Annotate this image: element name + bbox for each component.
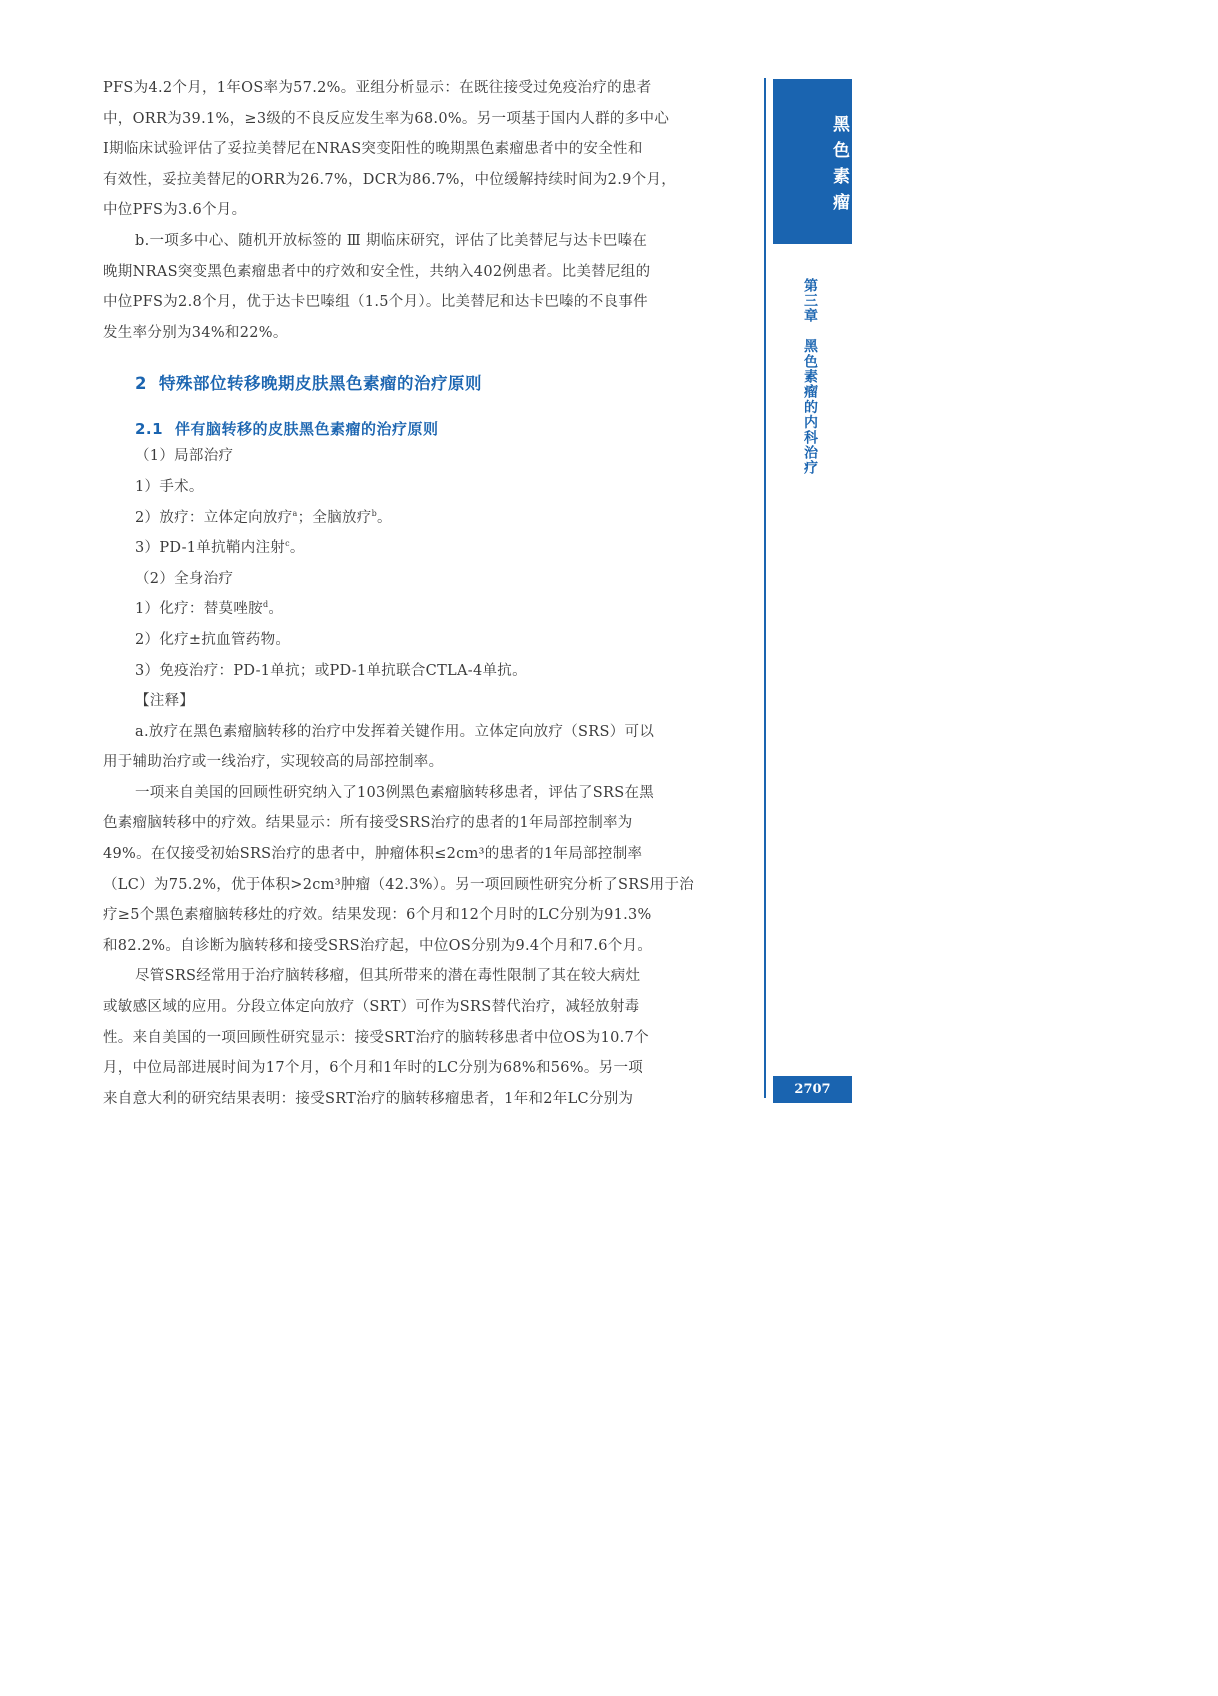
list-item: （1）局部治疗 [135, 448, 234, 465]
section-number: 2 [135, 374, 147, 394]
list-item: （2）全身治疗 [135, 570, 234, 587]
list-item: 3）PD-1单抗鞘内注射$^c$。 [135, 539, 305, 557]
text-line: Ⅰ期临床试验评估了妥拉美替尼在NRAS突变阳性的晚期黑色素瘤患者中的安全性和 [103, 141, 643, 158]
text-line: 来自意大利的研究结果表明：接受SRT治疗的脑转移瘤患者，1年和2年LC分别为 [103, 1090, 634, 1107]
side-tab-label: 黑 色 素 瘤 [829, 115, 849, 219]
paragraph-pfs-results [103, 73, 713, 226]
text-line: 中位PFS为3.6个月。 [103, 202, 247, 219]
list-item: 3）免疫治疗：PD-1单抗；或PD-1单抗联合CTLA-4单抗。 [135, 662, 527, 679]
side-tab-melanoma [773, 79, 852, 244]
text-line: （LC）为75.2%，优于体积>2cm³肿瘤（42.3%）。另一项回顾性研究分析了SRS用于治 [103, 876, 695, 893]
list-item: 1）化疗：替莫唑胺$^d$。 [135, 600, 284, 618]
text-line: 和82.2%。自诊断为脑转移和接受SRS治疗起，中位OS分别为9.4个月和7.6个月。 [103, 937, 653, 954]
section-heading-2-1 [103, 418, 713, 439]
section-number: 2.1 [135, 420, 164, 439]
treatment-list [103, 441, 713, 716]
text-line: 色素瘤脑转移中的疗效。结果显示：所有接受SRS治疗的患者的1年局部控制率为 [103, 815, 633, 832]
section-heading-2 [103, 370, 713, 394]
list-item: 2）放疗：立体定向放疗$^a$；全脑放疗$^b$。 [135, 508, 392, 526]
text-line: 用于辅助治疗或一线治疗，实现较高的局部控制率。 [103, 754, 444, 771]
chapter-label: 第三章 黑色素瘤的内科治疗 [802, 278, 818, 476]
text-line: 月，中位局部进展时间为17个月，6个月和1年时的LC分别为68%和56%。另一项 [103, 1060, 644, 1077]
paragraph-binimetinib-trial [103, 226, 713, 348]
text-line: 晚期NRAS突变黑色素瘤患者中的疗效和安全性，共纳入402例患者。比美替尼组的 [103, 263, 651, 280]
paragraph-radiotherapy-note [103, 717, 713, 778]
paragraph-srs-study [103, 778, 713, 962]
paragraph-srt-study [103, 961, 713, 1114]
main-text-column [103, 73, 713, 1114]
section-title: 伴有脑转移的皮肤黑色素瘤的治疗原则 [175, 420, 439, 439]
list-item: 2）化疗±抗血管药物。 [135, 631, 291, 648]
text-line: 尽管SRS经常用于治疗脑转移瘤，但其所带来的潜在毒性限制了其在较大病灶 [135, 968, 641, 985]
notes-heading: 【注释】 [135, 693, 195, 710]
text-line: 中，ORR为39.1%，≥3级的不良反应发生率为68.0%。另一项基于国内人群的多中心 [103, 110, 670, 127]
list-item: 1）手术。 [135, 478, 204, 495]
margin-divider-line [764, 78, 766, 1098]
section-title: 特殊部位转移晚期皮肤黑色素瘤的治疗原则 [159, 374, 482, 394]
text-line: 发生率分别为34%和22%。 [103, 324, 288, 341]
text-line: 中位PFS为2.8个月，优于达卡巴嗪组（1.5个月）。比美替尼和达卡巴嗪的不良事件 [103, 294, 648, 311]
text-line: PFS为4.2个月，1年OS率为57.2%。亚组分析显示：在既往接受过免疫治疗的患者 [103, 80, 652, 96]
text-line: 性。来自美国的一项回顾性研究显示：接受SRT治疗的脑转移患者中位OS为10.7个 [103, 1029, 649, 1046]
text-line: 49%。在仅接受初始SRS治疗的患者中，肿瘤体积≤2cm³的患者的1年局部控制率 [103, 846, 643, 863]
text-line: a.放疗在黑色素瘤脑转移的治疗中发挥着关键作用。立体定向放疗（SRS）可以 [135, 723, 655, 740]
page-number: 2707 [773, 1076, 852, 1103]
text-line: 或敏感区域的应用。分段立体定向放疗（SRT）可作为SRS替代治疗，减轻放射毒 [103, 999, 640, 1016]
text-line: b.一项多中心、随机开放标签的 Ⅲ 期临床研究，评估了比美替尼与达卡巴嗪在 [135, 232, 648, 249]
text-line: 疗≥5个黑色素瘤脑转移灶的疗效。结果发现：6个月和12个月时的LC分别为91.3% [103, 907, 652, 924]
text-line: 有效性，妥拉美替尼的ORR为26.7%，DCR为86.7%，中位缓解持续时间为2.9个月， [103, 171, 677, 188]
text-line: 一项来自美国的回顾性研究纳入了103例黑色素瘤脑转移患者，评估了SRS在黑 [135, 784, 655, 801]
